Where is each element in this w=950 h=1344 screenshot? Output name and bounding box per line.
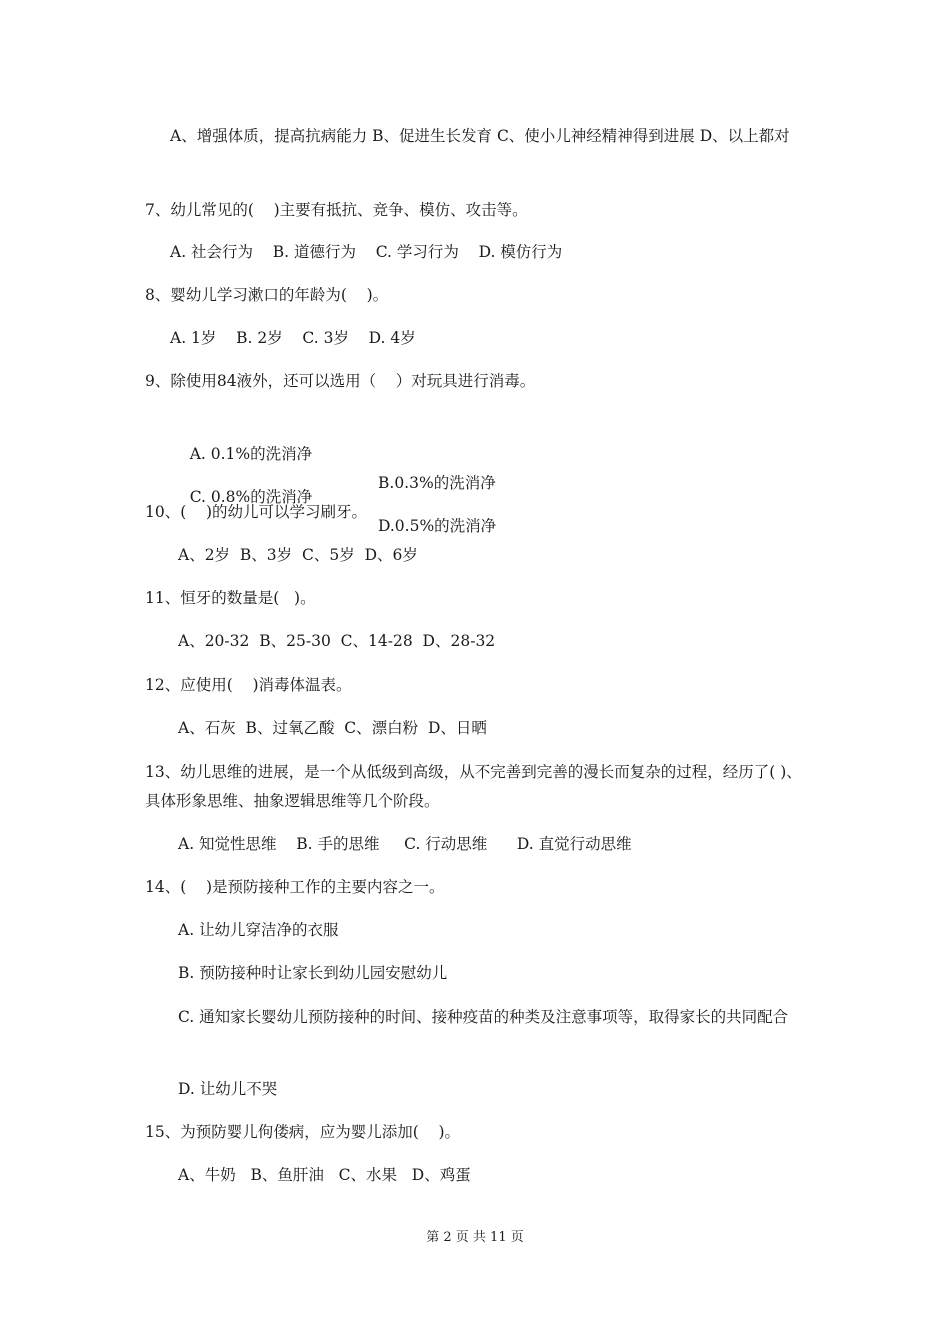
q14-option-b: B. 预防接种时让家长到幼儿园安慰幼儿 <box>178 964 448 982</box>
q12-question: 12、应使用( )消毒体温表。 <box>145 676 352 694</box>
q7-question: 7、幼儿常见的( )主要有抵抗、竞争、模仿、攻击等。 <box>145 201 528 219</box>
q14-option-d: D. 让幼儿不哭 <box>178 1080 278 1098</box>
q13-question: 13、幼儿思维的进展，是一个从低级到高级，从不完善到完善的漫长而复杂的过程，经历了( )、具体形象思维、抽象逻辑思维等几个阶段。 <box>145 763 802 810</box>
q8-options: A. 1岁 B. 2岁 C. 3岁 D. 4岁 <box>170 329 416 347</box>
q14-option-c: C. 通知家长婴幼儿预防接种的时间、接种疫苗的种类及注意事项等，取得家长的共同配合 <box>178 1008 789 1026</box>
q9-question: 9、除使用84液外，还可以选用（ ）对玩具进行消毒。 <box>145 372 536 390</box>
q14-option-a: A. 让幼儿穿洁净的衣服 <box>178 921 339 939</box>
q6-options: A、增强体质，提高抗病能力 B、促进生长发育 C、使小儿神经精神得到进展 D、以上都对 <box>170 127 790 145</box>
q11-options: A、20-32 B、25-30 C、14-28 D、28-32 <box>178 632 496 650</box>
q9-option-b: B.0.3%的洗消净 <box>378 474 496 492</box>
q9-option-c: C. 0.8%的洗消净 <box>189 488 313 506</box>
q15-question: 15、为预防婴儿佝偻病，应为婴儿添加( )。 <box>145 1123 461 1141</box>
q14-question: 14、( )是预防接种工作的主要内容之一。 <box>145 878 445 896</box>
page-footer: 第 2 页 共 11 页 <box>426 1230 524 1245</box>
q12-options: A、石灰 B、过氧乙酸 C、漂白粉 D、日晒 <box>178 719 487 737</box>
q15-options: A、牛奶 B、鱼肝油 C、水果 D、鸡蛋 <box>178 1166 471 1184</box>
q10-options: A、2岁 B、3岁 C、5岁 D、6岁 <box>178 546 418 564</box>
q8-question: 8、婴幼儿学习漱口的年龄为( )。 <box>145 286 389 304</box>
q9-option-a: A. 0.1%的洗消净 <box>189 445 313 463</box>
q11-question: 11、恒牙的数量是( )。 <box>145 589 316 607</box>
q7-options: A. 社会行为 B. 道德行为 C. 学习行为 D. 模仿行为 <box>170 243 563 261</box>
q10-question: 10、( )的幼儿可以学习刷牙。 <box>145 503 368 521</box>
q13-options: A. 知觉性思维 B. 手的思维 C. 行动思维 D. 直觉行动思维 <box>178 835 632 853</box>
q9-option-d: D.0.5%的洗消净 <box>378 517 497 535</box>
